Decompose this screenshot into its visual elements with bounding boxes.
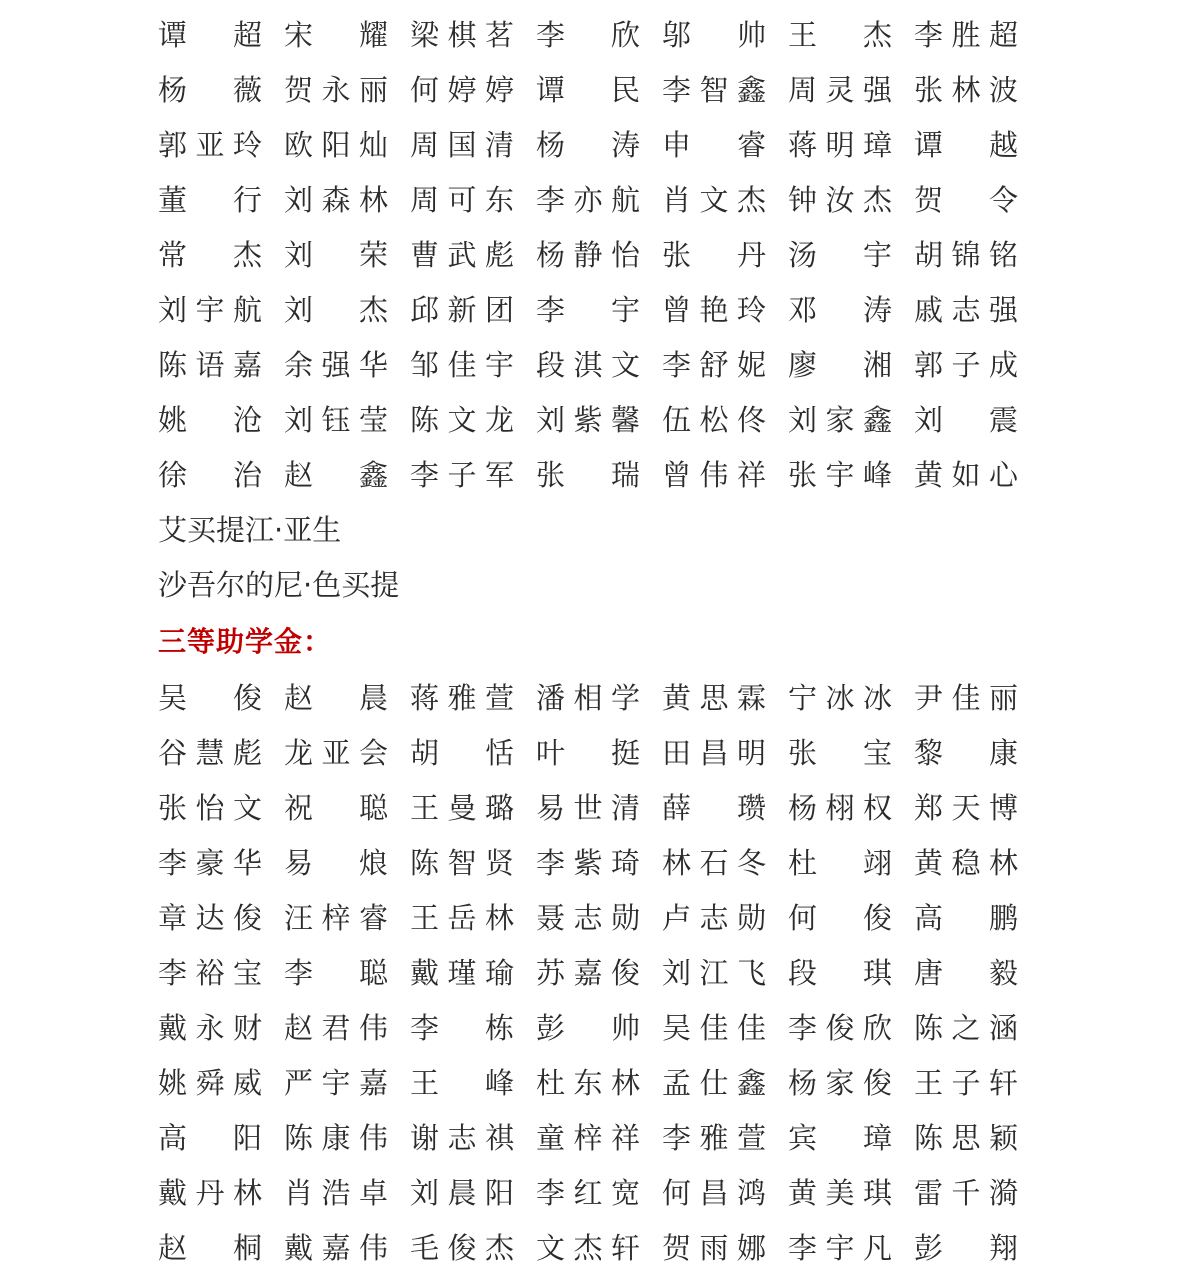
name-entry: 张 林 波 [914,73,1018,107]
name-entry: 谭 民 [536,73,640,107]
name-entry: 彭 帅 [536,1011,640,1045]
name-entry: 邱 新 团 [410,293,514,327]
name-entry: 姚 舜 威 [158,1066,262,1100]
name-entry-long: 艾买提江·亚生 [158,513,342,547]
name-entry: 黄 美 琪 [788,1176,892,1210]
name-entry: 肖 浩 卓 [284,1176,388,1210]
name-entry: 刘 晨 阳 [410,1176,514,1210]
name-entry: 余 强 华 [284,348,388,382]
name-entry: 吴 佳 佳 [662,1011,766,1045]
name-entry: 贺 令 [914,183,1018,217]
name-entry: 肖 文 杰 [662,183,766,217]
name-entry: 易 世 清 [536,791,640,825]
name-entry: 赵 鑫 [284,458,388,492]
name-entry: 王 杰 [788,18,892,52]
name-entry: 常 杰 [158,238,262,272]
name-entry: 李 欣 [536,18,640,52]
name-entry: 黎 康 [914,736,1018,770]
name-entry: 王 子 轩 [914,1066,1018,1100]
name-entry: 伍 松 佟 [662,403,766,437]
name-entry: 祝 聪 [284,791,388,825]
name-entry: 戚 志 强 [914,293,1018,327]
name-entry: 刘 荣 [284,238,388,272]
name-entry: 汤 宇 [788,238,892,272]
name-entry: 孟 仕 鑫 [662,1066,766,1100]
name-entry: 黄 稳 林 [914,846,1018,880]
name-grid [158,671,1040,1276]
name-entry: 王 峰 [410,1066,514,1100]
name-entry: 李 亦 航 [536,183,640,217]
name-entry: 王 岳 林 [410,901,514,935]
name-entry: 戴 嘉 伟 [284,1231,388,1265]
name-entry: 廖 湘 [788,348,892,382]
name-entry: 张 宝 [788,736,892,770]
name-entry: 谭 超 [158,18,262,52]
name-entry: 彭 翔 [914,1231,1018,1265]
name-entry: 蒋 明 璋 [788,128,892,162]
name-entry: 唐 毅 [914,956,1018,990]
name-entry: 胡 恬 [410,736,514,770]
name-entry: 陈 之 涵 [914,1011,1018,1045]
name-entry: 汪 梓 睿 [284,901,388,935]
name-entry: 贺 雨 娜 [662,1231,766,1265]
name-entry: 刘 家 鑫 [788,403,892,437]
name-entry: 申 睿 [662,128,766,162]
name-entry: 姚 沧 [158,403,262,437]
name-entry: 杜 翊 [788,846,892,880]
name-entry: 李 栋 [410,1011,514,1045]
name-entry: 杨 栩 权 [788,791,892,825]
name-entry: 刘 震 [914,403,1018,437]
name-entry: 李 红 宽 [536,1176,640,1210]
name-entry: 何 昌 鸿 [662,1176,766,1210]
name-entry: 李 雅 萱 [662,1121,766,1155]
name-entry: 章 达 俊 [158,901,262,935]
name-entry: 李 裕 宝 [158,956,262,990]
name-entry: 王 曼 璐 [410,791,514,825]
name-entry: 聂 志 勋 [536,901,640,935]
name-entry: 童 梓 祥 [536,1121,640,1155]
name-entry: 宁 冰 冰 [788,681,892,715]
section-heading: 三等助学金： [158,625,333,658]
name-entry: 周 可 东 [410,183,514,217]
name-entry: 陈 文 龙 [410,403,514,437]
name-entry: 李 聪 [284,956,388,990]
name-entry: 李 豪 华 [158,846,262,880]
name-entry: 张 宇 峰 [788,458,892,492]
name-entry: 黄 思 霖 [662,681,766,715]
name-entry: 戴 丹 林 [158,1176,262,1210]
name-entry: 蒋 雅 萱 [410,681,514,715]
name-entry: 潘 相 学 [536,681,640,715]
name-entry: 郭 亚 玲 [158,128,262,162]
name-entry: 周 灵 强 [788,73,892,107]
name-entry: 李 舒 妮 [662,348,766,382]
name-entry: 曹 武 彪 [410,238,514,272]
name-entry: 高 阳 [158,1121,262,1155]
name-entry: 何 婷 婷 [410,73,514,107]
name-entry: 董 行 [158,183,262,217]
name-entry: 李 紫 琦 [536,846,640,880]
name-entry: 雷 千 漪 [914,1176,1018,1210]
name-entry: 杨 家 俊 [788,1066,892,1100]
name-entry: 李 宇 凡 [788,1231,892,1265]
name-entry: 欧 阳 灿 [284,128,388,162]
name-entry: 曾 伟 祥 [662,458,766,492]
name-entry: 曾 艳 玲 [662,293,766,327]
name-entry: 邓 涛 [788,293,892,327]
name-entry: 陈 语 嘉 [158,348,262,382]
name-entry: 龙 亚 会 [284,736,388,770]
name-entry: 杜 东 林 [536,1066,640,1100]
name-entry: 林 石 冬 [662,846,766,880]
name-entry: 文 杰 轩 [536,1231,640,1265]
name-entry: 谢 志 祺 [410,1121,514,1155]
name-entry: 张 丹 [662,238,766,272]
name-entry: 陈 智 贤 [410,846,514,880]
name-entry: 郑 天 博 [914,791,1018,825]
name-entry: 邬 帅 [662,18,766,52]
name-entry: 段 琪 [788,956,892,990]
name-entry: 田 昌 明 [662,736,766,770]
name-entry: 戴 永 财 [158,1011,262,1045]
name-entry: 易 烺 [284,846,388,880]
name-entry: 杨 静 怡 [536,238,640,272]
name-entry: 李 子 军 [410,458,514,492]
name-entry: 高 鹏 [914,901,1018,935]
name-entry: 陈 思 颖 [914,1121,1018,1155]
name-entry: 赵 晨 [284,681,388,715]
name-entry: 宾 璋 [788,1121,892,1155]
name-entry: 贺 永 丽 [284,73,388,107]
name-entry: 宋 耀 [284,18,388,52]
name-entry: 尹 佳 丽 [914,681,1018,715]
name-entry-long: 沙吾尔的尼·色买提 [158,568,400,602]
name-list-content [158,8,1040,1276]
name-entry: 吴 俊 [158,681,262,715]
name-entry: 何 俊 [788,901,892,935]
name-entry: 卢 志 勋 [662,901,766,935]
name-entry: 薛 瓒 [662,791,766,825]
name-entry: 严 宇 嘉 [284,1066,388,1100]
name-entry: 刘 江 飞 [662,956,766,990]
name-entry: 李 智 鑫 [662,73,766,107]
name-entry: 邹 佳 宇 [410,348,514,382]
name-entry: 刘 杰 [284,293,388,327]
name-entry: 杨 薇 [158,73,262,107]
name-entry: 叶 挺 [536,736,640,770]
name-entry: 李 胜 超 [914,18,1018,52]
name-entry: 张 瑞 [536,458,640,492]
name-entry: 张 怡 文 [158,791,262,825]
name-entry: 刘 森 林 [284,183,388,217]
name-entry: 杨 涛 [536,128,640,162]
name-entry: 李 宇 [536,293,640,327]
name-entry: 谭 越 [914,128,1018,162]
name-entry: 李 俊 欣 [788,1011,892,1045]
name-entry: 毛 俊 杰 [410,1231,514,1265]
name-entry: 赵 君 伟 [284,1011,388,1045]
name-entry: 刘 钰 莹 [284,403,388,437]
name-entry: 谷 慧 彪 [158,736,262,770]
name-entry: 梁 棋 茗 [410,18,514,52]
name-entry: 周 国 清 [410,128,514,162]
name-entry: 刘 宇 航 [158,293,262,327]
name-entry: 苏 嘉 俊 [536,956,640,990]
name-grid [158,8,1040,613]
name-entry: 戴 瑾 瑜 [410,956,514,990]
name-entry: 郭 子 成 [914,348,1018,382]
name-entry: 赵 桐 [158,1231,262,1265]
name-entry: 钟 汝 杰 [788,183,892,217]
name-entry: 刘 紫 馨 [536,403,640,437]
name-entry: 胡 锦 铭 [914,238,1018,272]
name-entry: 段 淇 文 [536,348,640,382]
name-entry: 黄 如 心 [914,458,1018,492]
name-entry: 陈 康 伟 [284,1121,388,1155]
name-entry: 徐 治 [158,458,262,492]
